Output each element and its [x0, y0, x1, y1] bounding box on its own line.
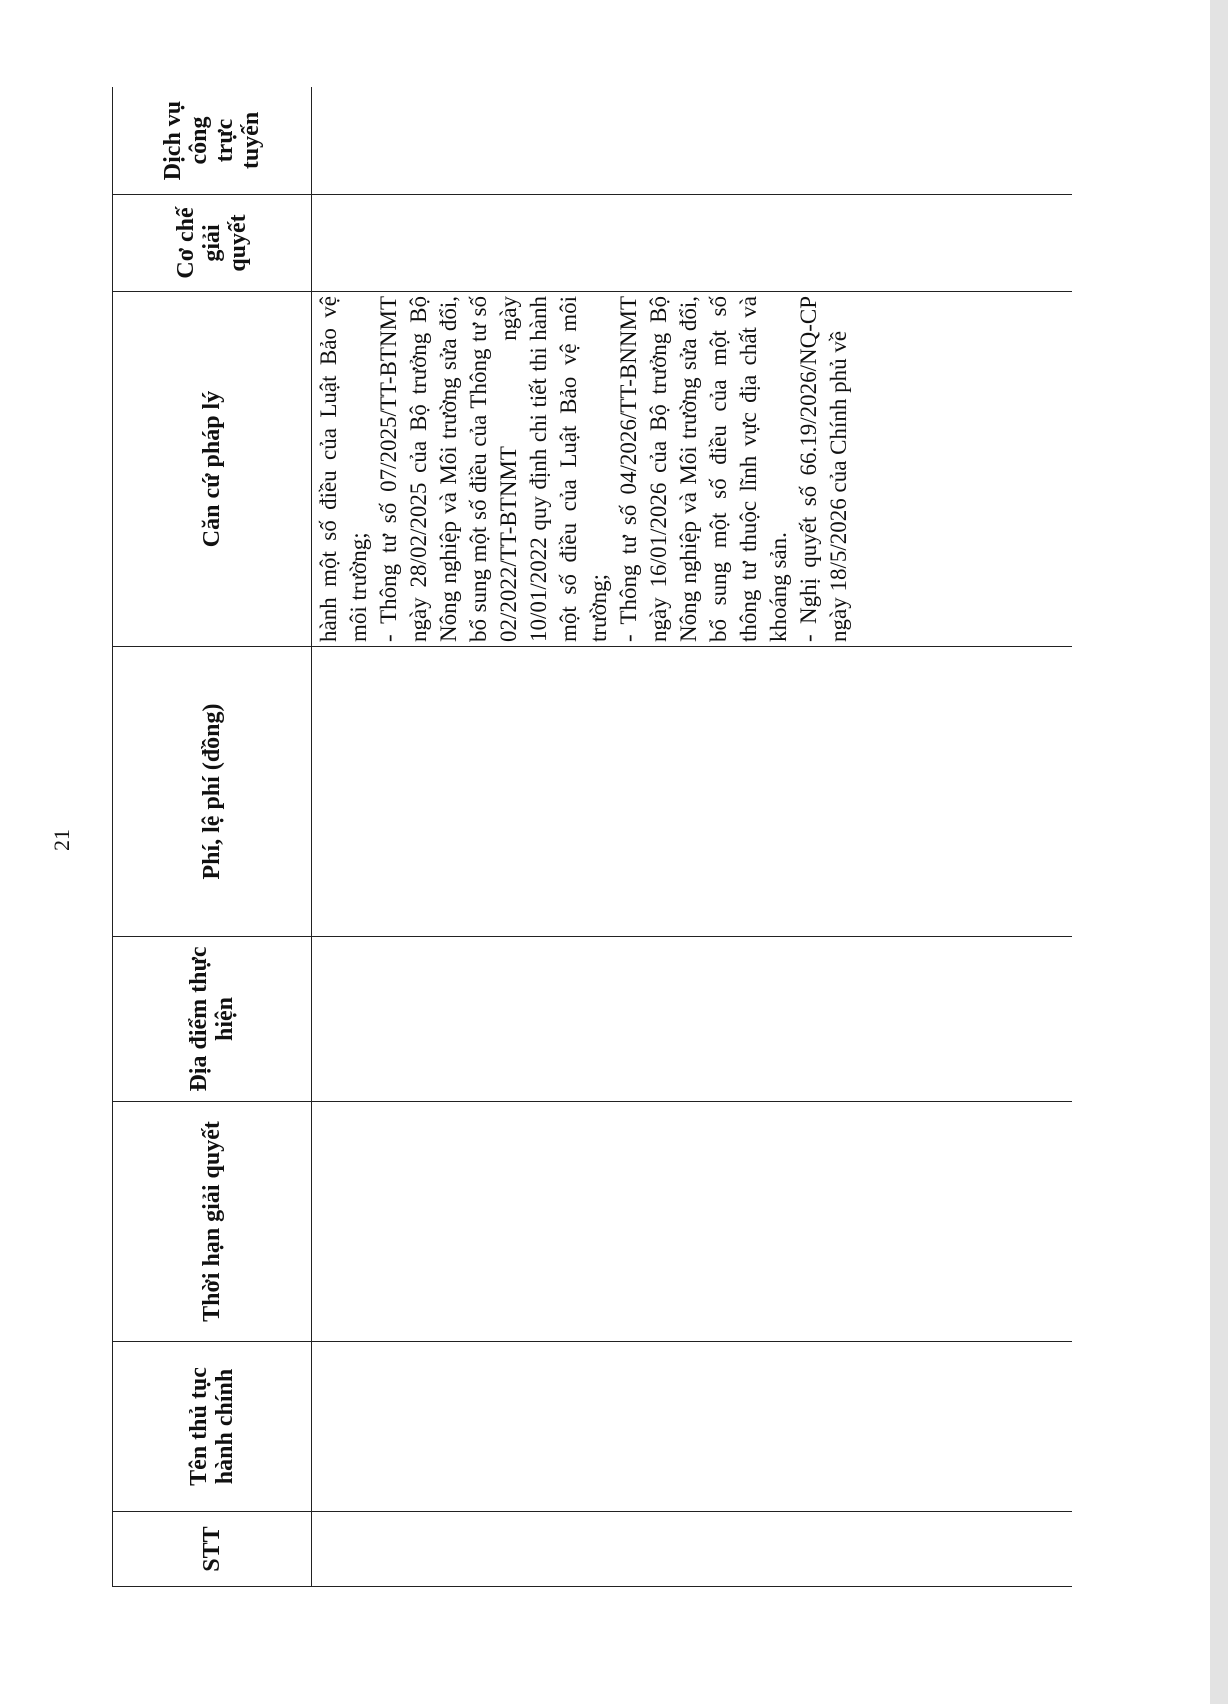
cell-fees — [312, 647, 1073, 937]
table-header-row — [113, 87, 312, 1587]
procedure-table — [112, 87, 1072, 1587]
cell-location — [312, 937, 1073, 1102]
cell-stt — [312, 1512, 1073, 1587]
cell-resolution-mechanism — [312, 195, 1073, 292]
viewer-background-strip — [1210, 0, 1228, 1704]
legal-basis-paragraph: hành một số điều của Luật Bảo vệ môi trường; — [316, 296, 371, 642]
cell-processing-time — [312, 1102, 1073, 1342]
header-online-service: Dịch vụ công trực tuyến — [113, 87, 312, 195]
legal-basis-paragraph: - Thông tư số 07/2025/TT-BTNMT ngày 28/02/2025 của Bộ trưởng Bộ Nông nghiệp và Môi trường sửa đổi, bổ sung một số điều của Thông tư số 02/2022/TT-BTNMT ngày 10/01/2022 quy định chi tiết thi hành một số điều của Luật Bảo vệ môi trường; — [376, 296, 611, 642]
header-procedure-name: Tên thủ tục hành chính — [113, 1342, 312, 1512]
header-location: Địa điểm thực hiện — [113, 937, 312, 1102]
page-number: 21 — [49, 829, 74, 851]
legal-basis-paragraph: - Nghị quyết số 66.19/2026/NQ-CP ngày 18/5/2026 của Chính phủ về — [796, 296, 851, 642]
legal-basis-paragraph: - Thông tư số 04/2026/TT-BNNMT ngày 16/01/2026 của Bộ trưởng Bộ Nông nghiệp và Môi trường sửa đổi, bổ sung một số điều của một số thông tư thuộc lĩnh vực địa chất và khoáng sản. — [616, 296, 791, 642]
table-container — [112, 87, 1072, 1587]
header-processing-time: Thời hạn giải quyết — [113, 1102, 312, 1342]
cell-online-service — [312, 87, 1073, 195]
header-legal-basis: Căn cứ pháp lý — [113, 292, 312, 647]
cell-procedure-name — [312, 1342, 1073, 1512]
header-stt: STT — [113, 1512, 312, 1587]
header-resolution-mechanism: Cơ chế giải quyết — [113, 195, 312, 292]
legal-basis-text — [312, 292, 1072, 646]
table-row — [312, 87, 1073, 1587]
cell-legal-basis — [312, 292, 1073, 647]
header-fees: Phí, lệ phí (đồng) — [113, 647, 312, 937]
rotated-table-frame — [112, 87, 1072, 1587]
